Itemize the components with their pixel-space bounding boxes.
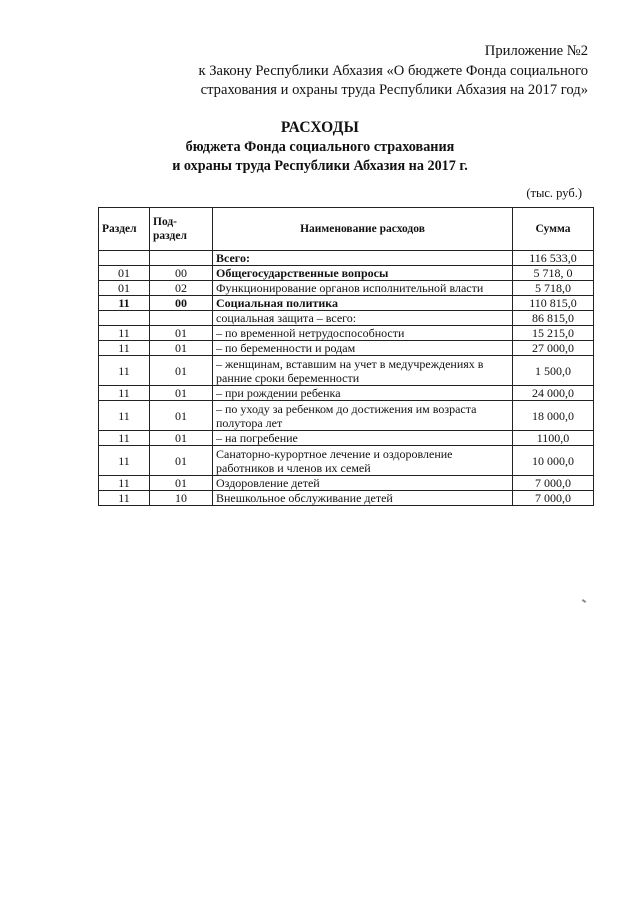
- cell-razdel: 11: [99, 296, 150, 311]
- cell-sum: 10 000,0: [513, 446, 594, 476]
- cell-razdel: 11: [99, 476, 150, 491]
- cell-name: – по уходу за ребенком до достижения им возраста полутора лет: [213, 401, 513, 431]
- cell-pod: [150, 251, 213, 266]
- cell-sum: 1100,0: [513, 431, 594, 446]
- annex-law-line-1: к Закону Республики Абхазия «О бюджете Фонда социального: [198, 62, 588, 79]
- cell-sum: 86 815,0: [513, 311, 594, 326]
- table-row: [99, 431, 594, 446]
- table-row: [99, 446, 594, 476]
- cell-pod: 02: [150, 281, 213, 296]
- cell-razdel: 11: [99, 356, 150, 386]
- cell-pod: 00: [150, 296, 213, 311]
- header-sum: Сумма: [513, 208, 594, 251]
- cell-name: – по временной нетрудоспособности: [213, 326, 513, 341]
- table-row: [99, 311, 594, 326]
- cell-sum: 116 533,0: [513, 251, 594, 266]
- cell-name: Социальная политика: [213, 296, 513, 311]
- cell-sum: 7 000,0: [513, 476, 594, 491]
- cell-sum: 1 500,0: [513, 356, 594, 386]
- cell-razdel: 11: [99, 431, 150, 446]
- cell-name: Санаторно-курортное лечение и оздоровление работников и членов их семей: [213, 446, 513, 476]
- cell-pod: [150, 311, 213, 326]
- table-row: [99, 326, 594, 341]
- cell-name: – по беременности и родам: [213, 341, 513, 356]
- cell-name: социальная защита – всего:: [213, 311, 513, 326]
- cell-pod: 01: [150, 476, 213, 491]
- expenses-table: [98, 207, 594, 506]
- table-row: [99, 386, 594, 401]
- annex-number: Приложение №2: [484, 43, 588, 59]
- cell-name: – женщинам, вставшим на учет в медучреждениях в ранние сроки беременности: [213, 356, 513, 386]
- title-sub-2: и охраны труда Республики Абхазия на 2017 г.: [172, 158, 468, 174]
- cell-pod: 01: [150, 341, 213, 356]
- cell-sum: 110 815,0: [513, 296, 594, 311]
- table-row: [99, 401, 594, 431]
- cell-name: Общегосударственные вопросы: [213, 266, 513, 281]
- cell-name: – на погребение: [213, 431, 513, 446]
- cell-sum: 5 718, 0: [513, 266, 594, 281]
- cell-pod: 01: [150, 431, 213, 446]
- cell-pod: 01: [150, 401, 213, 431]
- cell-name: Внешкольное обслуживание детей: [213, 491, 513, 506]
- cell-name: Функционирование органов исполнительной власти: [213, 281, 513, 296]
- cell-pod: 01: [150, 326, 213, 341]
- header-podrazdel-line-1: Под-: [153, 216, 178, 228]
- cell-pod: 01: [150, 446, 213, 476]
- table-row: [99, 491, 594, 506]
- table-row: [99, 341, 594, 356]
- cell-pod: 00: [150, 266, 213, 281]
- annex-law-line-2: страхования и охраны труда Республики Абхазия на 2017 год»: [200, 82, 588, 98]
- header-podrazdel: [150, 208, 213, 251]
- table-row: [99, 356, 594, 386]
- table-row: [99, 266, 594, 281]
- cell-pod: 01: [150, 356, 213, 386]
- cell-sum: 15 215,0: [513, 326, 594, 341]
- table-row-total: [99, 251, 594, 266]
- cell-pod: 10: [150, 491, 213, 506]
- cell-name: – при рождении ребенка: [213, 386, 513, 401]
- table-row: [99, 296, 594, 311]
- cell-name: Оздоровление детей: [213, 476, 513, 491]
- cell-sum: 5 718,0: [513, 281, 594, 296]
- cell-razdel: 11: [99, 446, 150, 476]
- cell-sum: 18 000,0: [513, 401, 594, 431]
- table-row: [99, 281, 594, 296]
- cell-razdel: 01: [99, 266, 150, 281]
- header-podrazdel-line-2: раздел: [153, 230, 187, 242]
- cell-name: Всего:: [213, 251, 513, 266]
- cell-razdel: 11: [99, 341, 150, 356]
- cell-sum: 24 000,0: [513, 386, 594, 401]
- title-main: РАСХОДЫ: [280, 119, 360, 136]
- table-header-row: [99, 208, 594, 251]
- cell-razdel: 01: [99, 281, 150, 296]
- cell-razdel: 11: [99, 491, 150, 506]
- cell-pod: 01: [150, 386, 213, 401]
- cell-sum: 27 000,0: [513, 341, 594, 356]
- cell-razdel: [99, 311, 150, 326]
- scan-speck: [582, 599, 586, 603]
- header-name: Наименование расходов: [213, 208, 513, 251]
- cell-sum: 7 000,0: [513, 491, 594, 506]
- document-title: [0, 118, 640, 176]
- annex-reference: [118, 42, 588, 101]
- cell-razdel: 11: [99, 326, 150, 341]
- cell-razdel: 11: [99, 401, 150, 431]
- title-sub-1: бюджета Фонда социального страхования: [185, 139, 455, 155]
- header-razdel: Раздел: [99, 208, 150, 251]
- currency-unit: (тыс. руб.): [526, 186, 582, 200]
- table-row: [99, 476, 594, 491]
- cell-razdel: [99, 251, 150, 266]
- cell-razdel: 11: [99, 386, 150, 401]
